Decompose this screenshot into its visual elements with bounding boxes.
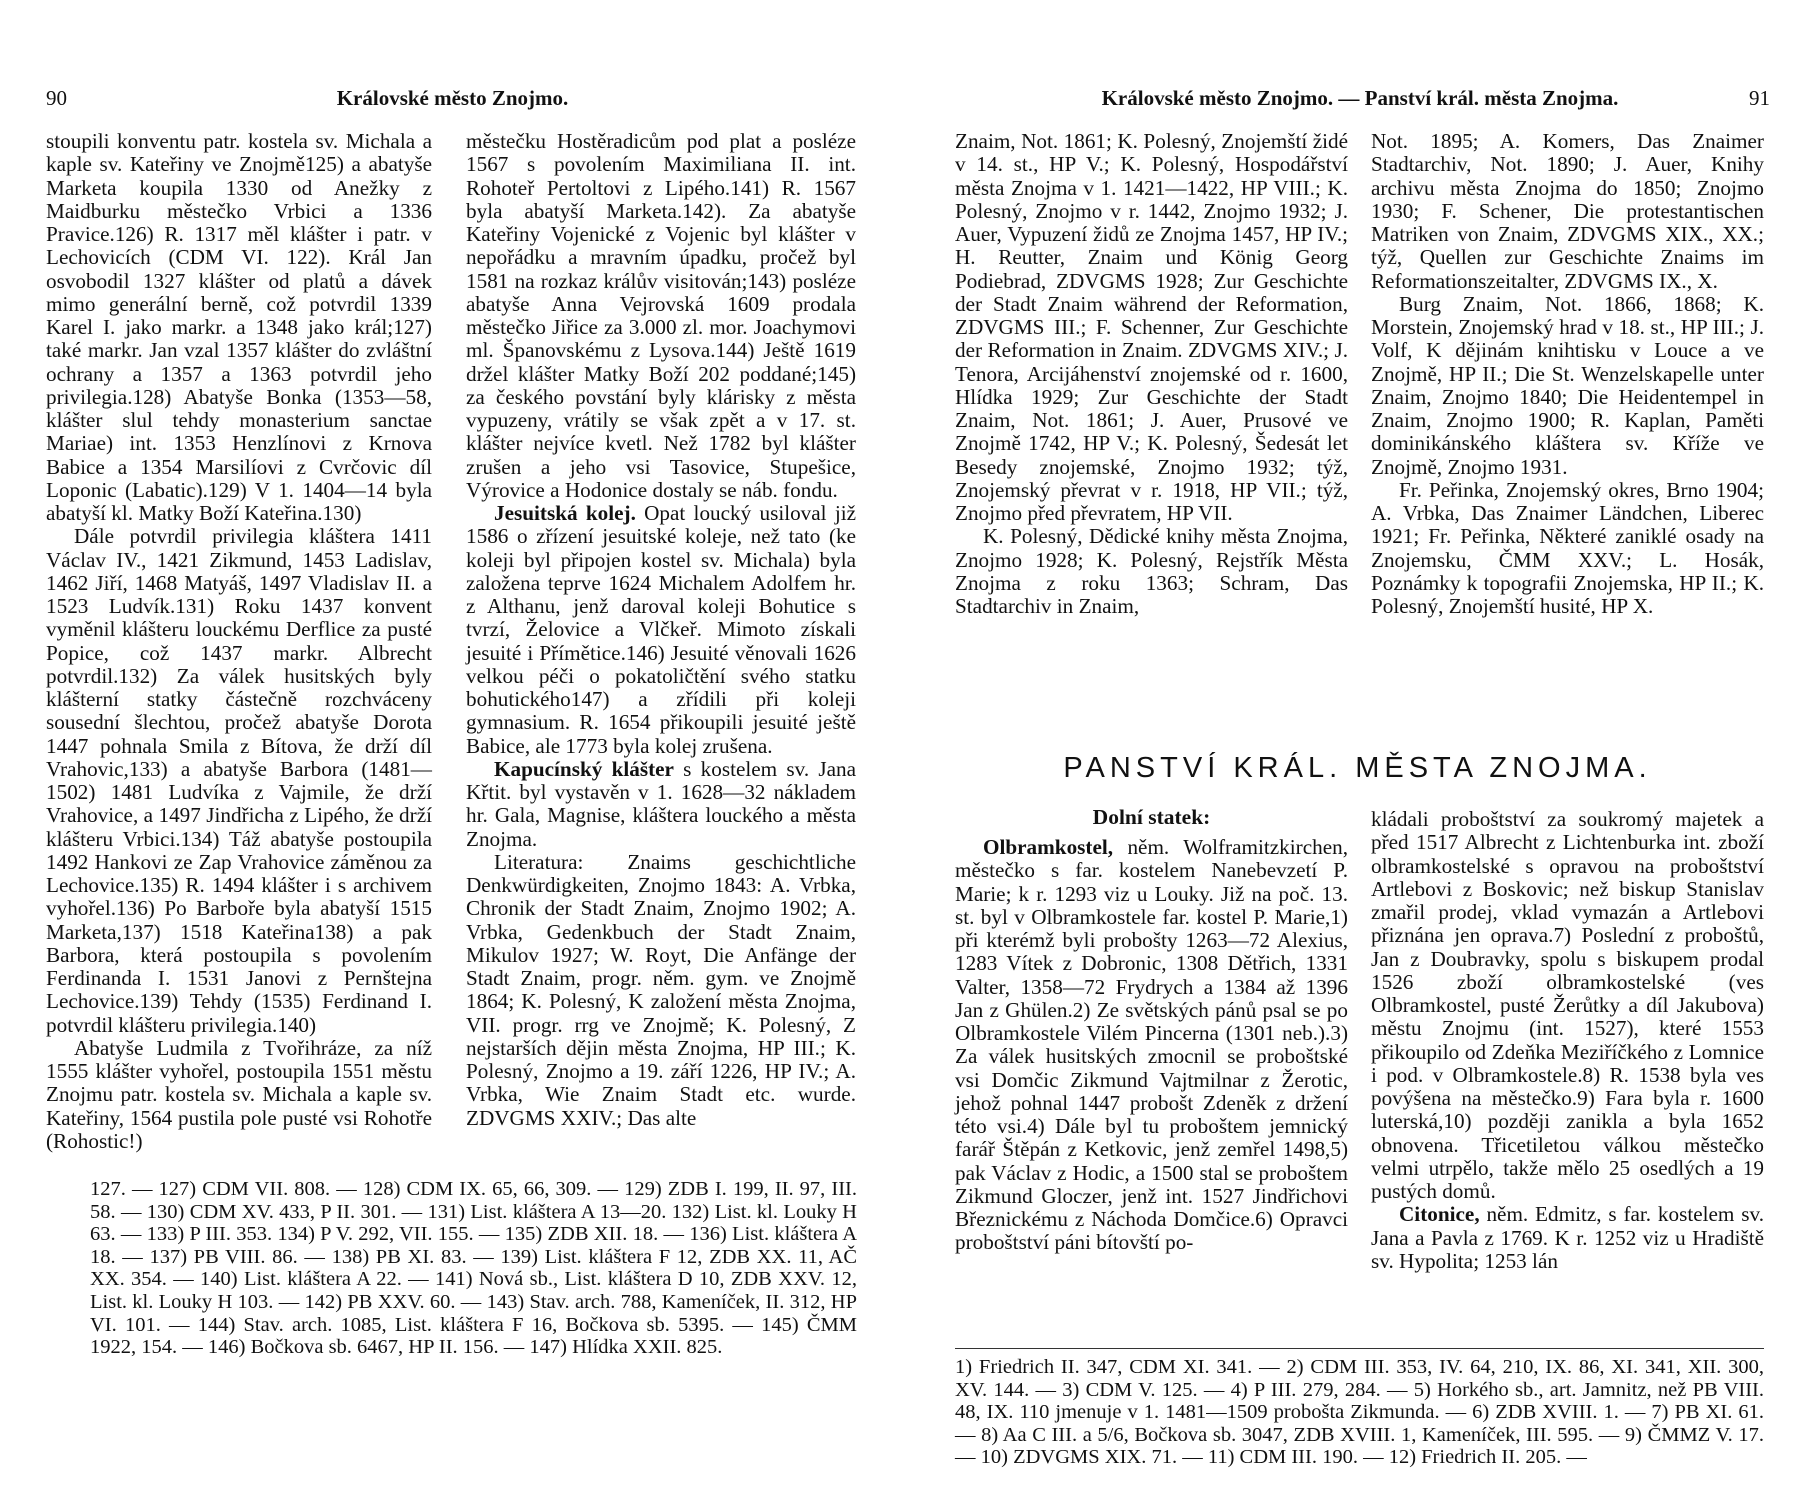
- section-heading-jesuit-college: Jesuitská kolej.: [494, 501, 636, 525]
- running-head: Královské město Znojmo.: [336, 86, 569, 110]
- paragraph: Not. 1895; A. Komers, Das Znaimer Stadtarchiv, Not. 1890; J. Auer, Knihy archivu města Znojma do 1850; Znojmo 1930; F. Schener, Die protestantischen Matriken von Znaim, ZDVGMS XIX., XX.; týž, Quellen zur Geschichte Znaims im Reformationszeitalter, ZDVGMS IX., X.: [1371, 129, 1764, 293]
- subheading: Dolní statek:: [1092, 805, 1211, 829]
- paragraph: Citonice, něm. Edmitz, s far. kostelem sv. Jana a Pavla z 1769. K r. 1252 viz u Hradiště sv. Hypolita; 1253 lán: [1371, 1202, 1764, 1273]
- paragraph: stoupili konventu patr. kostela sv. Michala a kaple sv. Kateřiny ve Znojmě125) a abatyše Marketa koupila 1330 od Anežky z Maidburku městečko Vrbici a 1336 Pravice.126) R. 1317 měl klášter i patr. v Lechovicích (CDM VI. 122). Král Jan osvobodil 1327 klášter od platů a dávek mimo generální berně, což potvrdil 1339 Karel I. jako markr. a 1348 jako král;127) také markr. Jan vzal 1357 klášter do zvláštní ochrany a 1357 a 1363 potvrdil jeho privilegia.128) Abatyše Bonka (1353—58, klášter slul tehdy monasterium sanctae Mariae) int. 1353 Henzlínovi z Krnova Babice a 1354 Marsilíovi z Cvrčovic díl Loponic (Labatic).129) V 1. 1404—14 byla abatyší kl. Matky Boží Kateřina.130): [46, 129, 432, 525]
- right-footnotes: 1) Friedrich II. 347, CDM XI. 341. — 2) CDM III. 353, IV. 64, 210, IX. 86, XI. 341, XII. 300, XV. 144. — 3) CDM V. 125. — 4) P III. 279, 284. — 5) Horkého sb., art. Jamnitz, než PB VIII. 48, IX. 110 jmenuje v 1. 1481—1509 probošta Zikmunda. — 6) ZDB XVIII. 1. — 7) PB XI. 61. — 8) Aa C III. a 5/6, Bočkova sb. 3047, ZDB XVIII. 1, Kameníček, III. 595. — 9) ČMMZ V. 17. — 10) ZDVGMS XIX. 71. — 11) CDM III. 190. — 12) Friedrich II. 205. —: [955, 1356, 1764, 1469]
- paragraph: Dále potvrdil privilegia kláštera 1411 Václav IV., 1421 Zikmund, 1453 Ladislav, 1462 Jiří, 1468 Matyáš, 1497 Vladislav II. a 1523 Ludvík.131) Roku 1437 konvent vyměnil klášteru louckému Derflice za pusté Popice, což 1437 markr. Albrecht potvrdil.132) Za válek husitských byly klášterní statky částečně rozchváceny sousední šlechtou, pročež abatyše Dorota 1447 pohnala Smila z Bítova, že drží díl Vrahovic,133) a abatyše Barbora (1481—1502) 1481 Ludvíka z Vajmile, že drží Vrahovice, a 1497 Jindřicha z Lipého, že drží klášteru Vrbici.134) Táž abatyše postoupila 1492 Hankovi ze Zap Vrahovice záměnou za Lechovice.135) R. 1494 klášter i s archivem vyhořel.136) Po Barboře byla abatyší 1515 Marketa,137) 1518 Kateřina138) a pak Barbora, která postoupila s povolením Ferdinanda I. 1531 Janovi z Pernštejna Lechovice.139) Tehdy (1535) Ferdinand I. potvrdil klášteru privilegia.140): [46, 524, 432, 1037]
- paragraph: Burg Znaim, Not. 1866, 1868; K. Morstein, Znojemský hrad v 18. st., HP III.; J. Volf, K dějinám knihtisku v Louce a ve Znojmě, HP II.; Die St. Wenzelskapelle unter Znaim, Znojmo 1840; Die Heidentempel in Znaim, Znojmo 1900; R. Kaplan, Paměti dominikánského kláštera sv. Kříže ve Znojmě, Znojmo 1931.: [1371, 291, 1764, 479]
- right-column-3: [955, 836, 1348, 1255]
- paragraph: Jesuitská kolej. Opat loucký usiloval již 1586 o zřízení jesuitské koleje, než tato (ke koleji byl připojen kostel sv. Michala) byla založena teprve 1624 Michalem Adolfem hr. z Althanu, jenž daroval koleji Bohutice s tvrzí, Želovice a Vlčkeř. Mimoto získali jesuité i Přímětice.146) Jesuité věnovali 1626 velkou péči o pokatoličtění svého statku bohutického147) a zřídili při koleji gymnasium. R. 1654 přikoupili jesuité ještě Babice, ale 1773 byla kolej zrušena.: [466, 501, 856, 758]
- left-footnotes: 127. — 127) CDM VII. 808. — 128) CDM IX. 65, 66, 309. — 129) ZDB I. 199, II. 97, III. 58. — 130) CDM XV. 433, P II. 301. — 131) List. kláštera A 13—20. 132) List. kl. Louky H 63. — 133) P III. 353. 134) P V. 292, VII. 155. — 135) ZDB XII. 18. — 136) List. kláštera A 18. — 137) PB VIII. 86. — 138) PB XI. 83. — 139) List. kláštera F 12, ZDB XX. 11, AČ XX. 354. — 140) List. kláštera A 22. — 141) Nová sb., List. kláštera D 10, ZDB XXV. 12, List. kl. Louky H 103. — 142) PB XXV. 60. — 143) Stav. arch. 788, Kameníček, II. 312, HP VI. 101. — 144) Stav. arch. 1085, List. kláštera F 16, Bočkova sb. 5395. — 145) ČMM 1922, 154. — 146) Bočkova sb. 6467, HP II. 156. — 147) Hlídka XXII. 825.: [90, 1178, 857, 1359]
- entry-heading-citonice: Citonice,: [1399, 1202, 1480, 1227]
- footnote-divider: [955, 1348, 1764, 1349]
- running-head: Královské město Znojmo. — Panství král. města Znojma.: [1101, 86, 1619, 110]
- paragraph: Kapucínský klášter s kostelem sv. Jana Křtit. byl vystavěn v 1. 1628—32 nákladem hr. Gala, Magnise, kláštera louckého a města Znojma.: [466, 756, 856, 851]
- paragraph: Abatyše Ludmila z Tvořihráze, za níž 1555 klášter vyhořel, postoupila 1551 městu Znojmu patr. kostela sv. Michala a kaple sv. Kateřiny, 1564 pustila pole pusté vsi Rohotře (Rohostic!): [46, 1035, 432, 1153]
- paragraph: Olbramkostel, něm. Wolframitzkirchen, městečko s far. kostelem Nanebevzetí P. Marie; k r. 1293 viz u Louky. Již na poč. 13. st. byl v Olbramkostele far. kostel P. Marie,1) při kterémž byli probošty 1263—72 Alexius, 1283 Vítek z Dobronic, 1308 Dětřich, 1331 Valter, 1358—72 Frydrych a 1384 až 1396 Jan z Ghülen.2) Ze světských pánů psal se po Olbramkostele Vilém Pincerna (1301 neb.).3) Za válek husitských zmocnil se proboštské vsi Domčic Zikmund Vajtmilnar z Žerotic, jehož pohnal 1447 probošt Zdeněk z držení této vsi.4) Dále byl tu proboštem jemnický farář Štěpán z Ketkovic, jenž zemřel 1498,5) pak Václav z Hodic, a 1500 stal se proboštem Zikmund Gloczer, jenž int. 1527 Jindřichovi Březnickému z Náchoda Domčice.6) Opravci proboštství páni bítovští po-: [955, 835, 1348, 1255]
- left-column-1: [46, 130, 432, 1153]
- paragraph: K. Polesný, Dědické knihy města Znojma, Znojmo 1928; K. Polesný, Rejstřík Města Znojma z roku 1363; Schram, Das Stadtarchiv in Znaim,: [955, 524, 1348, 618]
- paragraph: kládali proboštství za soukromý majetek a před 1517 Albrecht z Lichtenburka int. zboží olbramkostelské s opravou na proboštství Artlebovi z Boskovic; než biskup Stanislav zmařil prodej, vklad vymazán a Artlebovi přiznána jen oprava.7) Poslední z proboštů, Jan z Doubravky, spolu s biskupem prodal 1526 zboží olbramkostelské (ves Olbramkostel, pusté Žerůtky a díl Jakubova) městu Znojmu (int. 1527), které 1553 přikoupilo od Zdeňka Meziříčkého z Lomnice i pod. v Olbramkostele.8) R. 1538 byla ves povýšena na městečko.9) Fara byla r. 1600 luterská,10) později zanikla a byla 1652 obnovena. Třicetiletou válkou městečko velmi utrpělo, takže mělo 25 osedlých a 19 pustých domů.: [1371, 807, 1764, 1203]
- paragraph: Fr. Peřinka, Znojemský okres, Brno 1904; A. Vrbka, Das Znaimer Ländchen, Liberec 1921; Fr. Peřinka, Některé zaniklé osady na Znojemsku, ČMM XXV.; L. Hosák, Poznámky k topografii Znojemska, HP II.; K. Polesný, Znojemští husité, HP X.: [1371, 477, 1764, 618]
- left-column-2: [466, 130, 856, 1130]
- right-column-1: [955, 130, 1348, 618]
- page-number: 90: [46, 86, 67, 110]
- paragraph: Znaim, Not. 1861; K. Polesný, Znojemští židé v 14. st., HP V.; K. Polesný, Hospodářství města Znojma v 1. 1421—1422, HP VIII.; K. Polesný, Znojmo v r. 1442, Znojmo 1932; J. Auer, Vypuzení židů ze Znojma 1457, HP IV.; H. Reutter, Znaim und König Georg Podiebrad, ZDVGMS 1928; Zur Geschichte der Stadt Znaim während der Reformation, ZDVGMS III.; F. Schenner, Zur Geschichte der Reformation in Znaim. ZDVGMS XIV.; J. Tenora, Arcijáhenství znojemské od r. 1600, Hlídka 1929; Zur Geschichte der Stadt Znaim, Not. 1861; J. Auer, Prusové ve Znojmě 1742, HP V.; K. Polesný, Šedesát let Besedy znojemské, Znojmo 1932; týž, Znojemský převrat v r. 1918, HP VII.; týž, Znojmo před převratem, HP VII.: [955, 129, 1348, 525]
- page-number: 91: [1749, 86, 1770, 110]
- right-page: [905, 0, 1810, 1500]
- paragraph: městečku Hostěradicům pod plat a posléze 1567 s povolením Maximiliana II. int. Rohoteř Pertoltovi z Lipého.141) R. 1567 byla abatyší Marketa.142). Za abatyše Kateřiny Vojenické z Vojenic byl klášter v nepořádku a mravním úpadku, pročež byl 1581 na rozkaz králův visitován;143) posléze abatyše Anna Vejrovská 1609 prodala městečko Jiřice za 3.000 zl. mor. Joachymovi ml. Španovskému z Lysova.144) Ještě 1619 držel klášter Matky Boží 202 poddané;145) za českého povstání byly klárisky z města vypuzeny, vrátily se však zpět a v 17. st. klášter nejvíce kvetl. Než 1782 byl klášter zrušen a jeho vsi Tasovice, Stupešice, Výrovice a Hodonice dostaly se náb. fondu.: [466, 129, 856, 502]
- right-column-4: [1371, 808, 1764, 1273]
- paragraph: Literatura: Znaims geschichtliche Denkwürdigkeiten, Znojmo 1843: A. Vrbka, Chronik der Stadt Znaim, Znojmo 1902; A. Vrbka, Gedenkbuch der Stadt Znaim, Mikulov 1927; W. Royt, Die Anfänge der Stadt Znaim, progr. něm. gym. ve Znojmě 1864; K. Polesný, K založení města Znojma, VII. progr. rrg ve Znojmě; K. Polesný, Z nejstarších dějin města Znojma, HP III.; K. Polesný, Znojmo a 19. září 1226, HP IV.; A. Vrbka, Wie Znaim Stadt etc. wurde. ZDVGMS XXIV.; Das alte: [466, 849, 856, 1130]
- right-column-2: [1371, 130, 1764, 618]
- section-heading-capuchin-monastery: Kapucínský klášter: [494, 756, 674, 781]
- section-title: PANSTVÍ KRÁL. MĚSTA ZNOJMA.: [1063, 752, 1652, 784]
- entry-heading-olbramkostel: Olbramkostel,: [983, 835, 1114, 859]
